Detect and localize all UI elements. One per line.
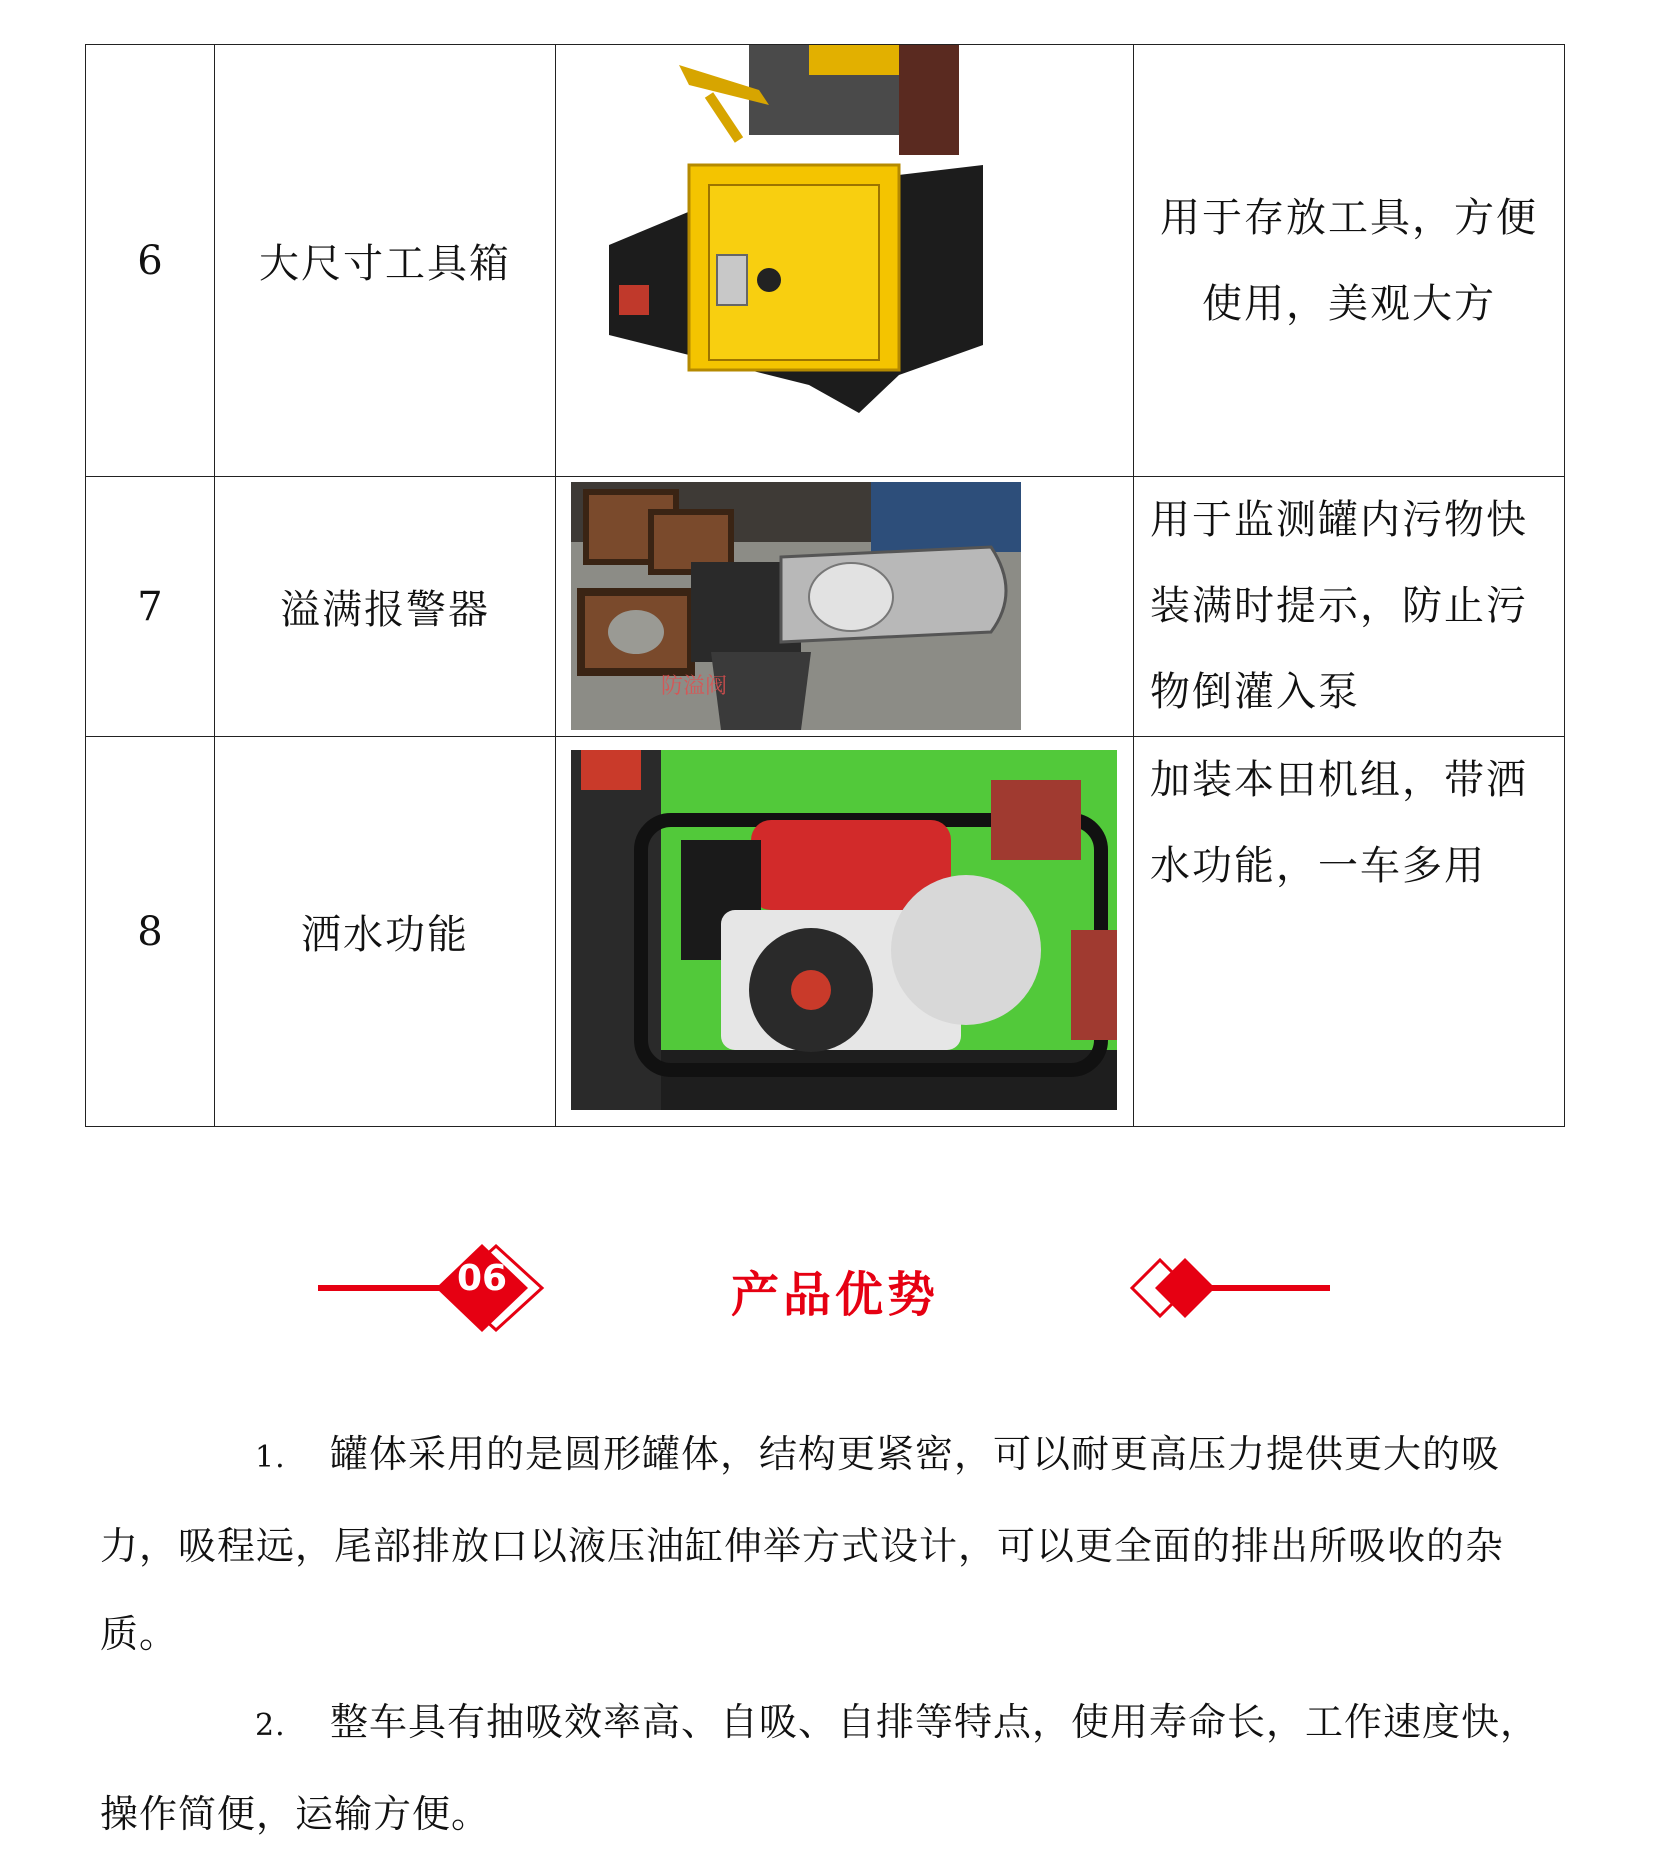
feature-name: 洒水功能 xyxy=(215,737,556,1127)
table-row xyxy=(86,477,1565,737)
feature-description xyxy=(1134,45,1565,477)
feature-name: 溢满报警器 xyxy=(215,477,556,737)
row-number: 6 xyxy=(86,45,215,477)
overflow-valve-photo xyxy=(571,482,1021,730)
section-number-badge: 06 xyxy=(456,1258,508,1299)
feature-table xyxy=(85,44,1565,1127)
description-line: 用于监测罐内污物快 xyxy=(1150,497,1528,543)
row-number: 7 xyxy=(86,477,215,737)
table-row xyxy=(86,45,1565,477)
description-line: 使用，美观大方 xyxy=(1202,280,1496,327)
feature-description xyxy=(1134,477,1565,737)
image-cell xyxy=(556,737,1134,1127)
yellow-toolbox-photo xyxy=(609,45,983,413)
paragraph-text: 整车具有抽吸效率高、自吸、自排等特点，使用寿命长，工作速度快，操作简便，运输方便。 xyxy=(100,1700,1540,1836)
row-number: 8 xyxy=(86,737,215,1127)
paragraph xyxy=(100,1678,1540,1858)
description-line: 用于存放工具，方便 xyxy=(1160,194,1538,241)
description-line: 装满时提示，防止污 xyxy=(1150,583,1528,629)
feature-name: 大尺寸工具箱 xyxy=(215,45,556,477)
section-header xyxy=(0,1240,1654,1340)
image-caption: 防溢阀 xyxy=(661,674,728,699)
paragraph-number: 2. xyxy=(255,1708,286,1743)
feature-description xyxy=(1134,737,1565,1127)
advantages-list xyxy=(100,1410,1540,1858)
description-line: 物倒灌入泵 xyxy=(1150,669,1360,715)
table-row xyxy=(86,737,1565,1127)
image-cell xyxy=(556,45,1134,477)
paragraph xyxy=(100,1410,1540,1678)
paragraph-text: 罐体采用的是圆形罐体，结构更紧密，可以耐更高压力提供更大的吸力，吸程远，尾部排放口以液压油缸伸举方式设计，可以更全面的排出所吸收的杂质。 xyxy=(100,1432,1505,1656)
diamond-icon xyxy=(1155,1258,1215,1318)
section-title: 产品优势 xyxy=(730,1267,939,1323)
description-line: 加装本田机组，带洒 xyxy=(1150,757,1528,803)
paragraph-number: 1. xyxy=(255,1440,286,1475)
image-cell xyxy=(556,477,1134,737)
honda-pump-photo xyxy=(571,750,1117,1110)
description-line: 水功能，一车多用 xyxy=(1150,843,1486,889)
